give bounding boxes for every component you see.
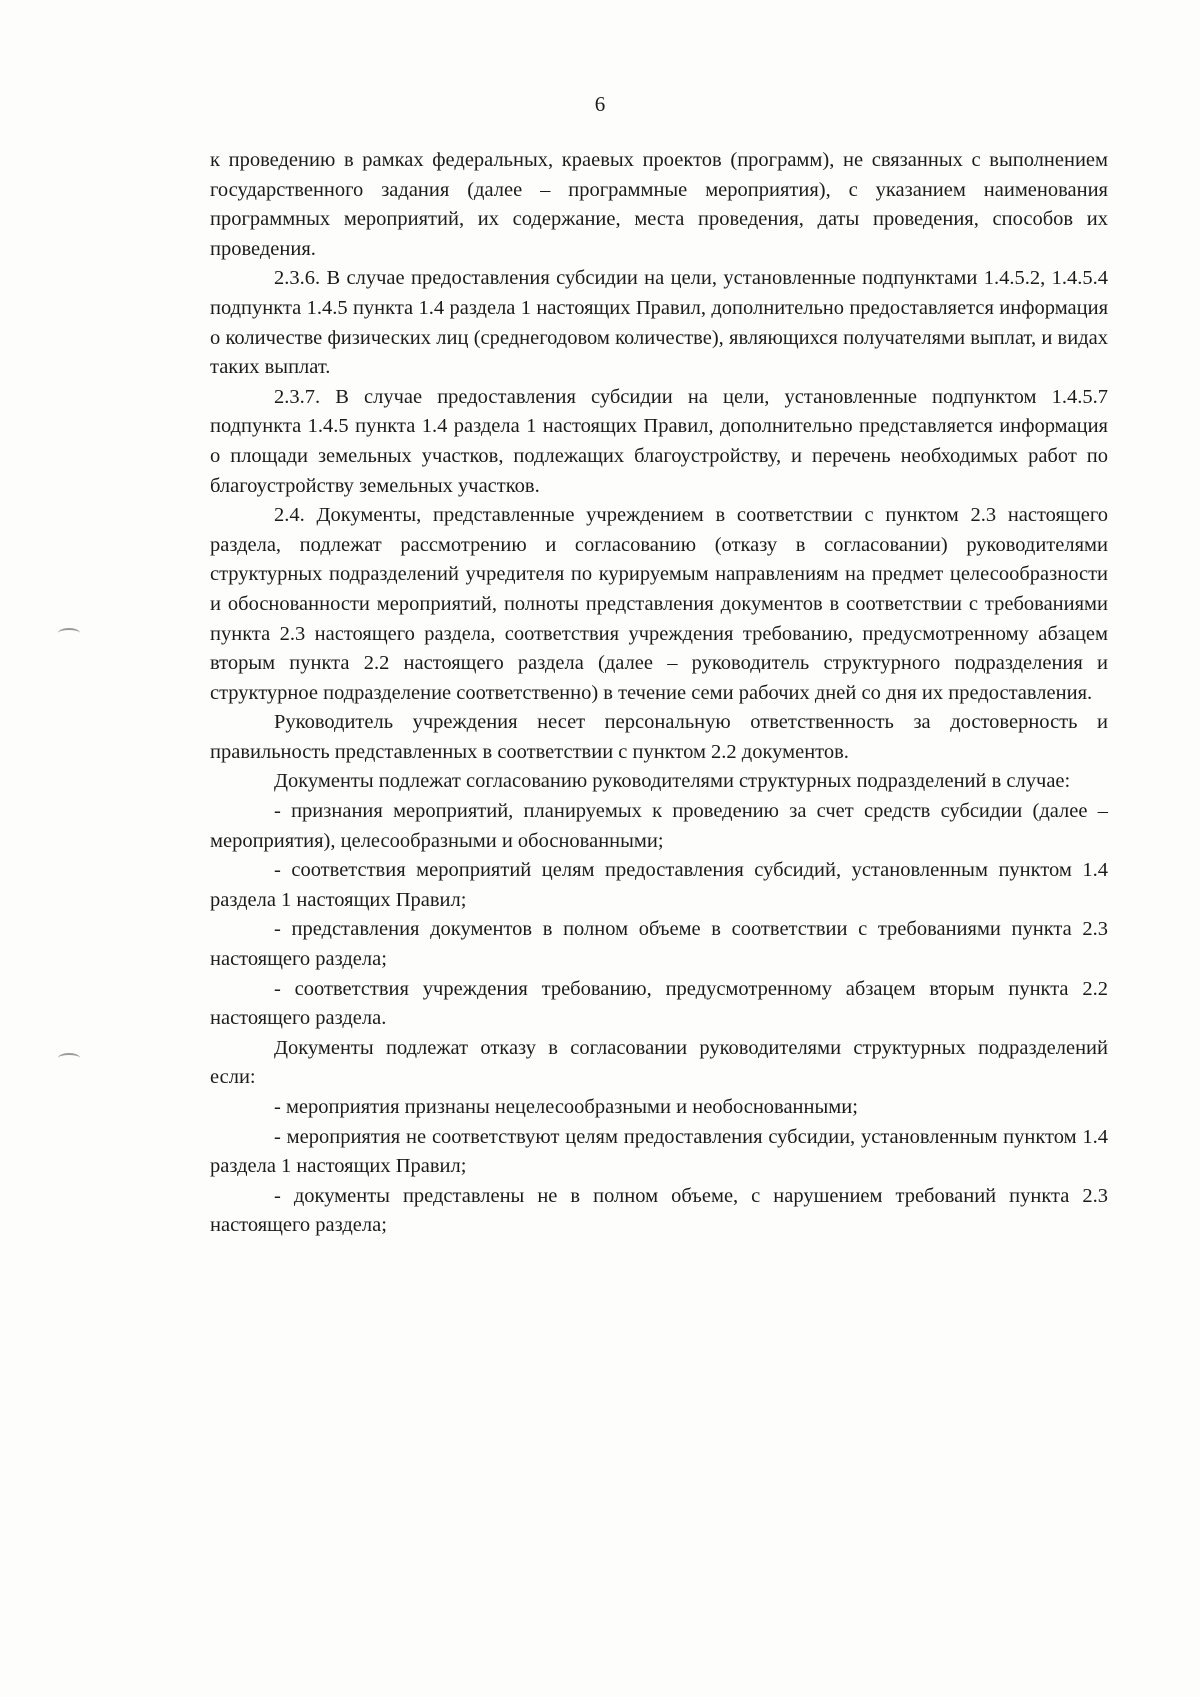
page-number: 6 — [594, 92, 606, 116]
list-item: - признания мероприятий, планируемых к проведению за счет средств субсидии (далее – мероприятия), целесообразными и обоснованными; — [210, 800, 1108, 852]
list-item: - документы представлены не в полном объеме, с нарушением требований пункта 2.3 настоящего раздела; — [210, 1184, 1108, 1237]
list-item: - мероприятия признаны нецелесообразными и необоснованными; — [274, 1096, 858, 1118]
document-body — [210, 146, 1108, 1241]
punch-hole-mark — [58, 628, 80, 638]
paragraph-2-3-7: 2.3.7. В случае предоставления субсидии на цели, установленные подпунктом 1.4.5.7 подпункта 1.4.5 пункта 1.4 раздела 1 настоящих Правил, дополнительно представляется информация о площади земельных участков, подлежащих благоустройству, и перечень необходимых работ по благоустройству земельных участков. — [210, 385, 1108, 497]
paragraph-responsibility: Руководитель учреждения несет персональную ответственность за достоверность и правильность представленных в соответствии с пунктом 2.2 документов. — [210, 711, 1108, 763]
list-item: - соответствия учреждения требованию, предусмотренному абзацем вторым пункта 2.2 настоящего раздела. — [210, 977, 1108, 1030]
paragraph-approval-conditions: Документы подлежат согласованию руководителями структурных подразделений в случае: — [274, 770, 1071, 793]
punch-hole-mark — [58, 1053, 80, 1063]
paragraph-refusal-conditions: Документы подлежат отказу в согласовании руководителями структурных подразделений если: — [210, 1036, 1108, 1089]
list-item: - мероприятия не соответствуют целям предоставления субсидии, установленным пунктом 1.4 раздела 1 настоящих Правил; — [210, 1125, 1108, 1178]
paragraph-2-4: 2.4. Документы, представленные учреждением в соответствии с пунктом 2.3 настоящего раздела, подлежат рассмотрению и согласованию (отказу в согласовании) руководителями структурных подразделений учредителя по курируемым направлениям на предмет целесообразности и обоснованности мероприятий, полноты представления документов в соответствии с требованиями пункта 2.3 настоящего раздела, соответствия учреждения требованию, предусмотренному абзацем вторым пункта 2.2 настоящего раздела (далее – руководитель структурного подразделения и структурное подразделение соответственно) в течение семи рабочих дней со дня их предоставления. — [210, 504, 1108, 704]
list-item: - представления документов в полном объеме в соответствии с требованиями пункта 2.3 настоящего раздела; — [210, 918, 1108, 971]
paragraph-continuation: к проведению в рамках федеральных, краевых проектов (программ), не связанных с выполнением государственного задания (далее – программные мероприятия), с указанием наименования программных мероприятий, их содержание, места проведения, даты проведения, способов их проведения. — [210, 149, 1108, 260]
list-item: - соответствия мероприятий целям предоставления субсидий, установленным пунктом 1.4 раздела 1 настоящих Правил; — [210, 859, 1108, 911]
paragraph-2-3-6: 2.3.6. В случае предоставления субсидии на цели, установленные подпунктами 1.4.5.2, 1.4.5.4 подпункта 1.4.5 пункта 1.4 раздела 1 настоящих Правил, дополнительно предоставляется информация о количестве физических лиц (среднегодовом количестве), являющихся получателями выплат, и видах таких выплат. — [210, 267, 1108, 379]
